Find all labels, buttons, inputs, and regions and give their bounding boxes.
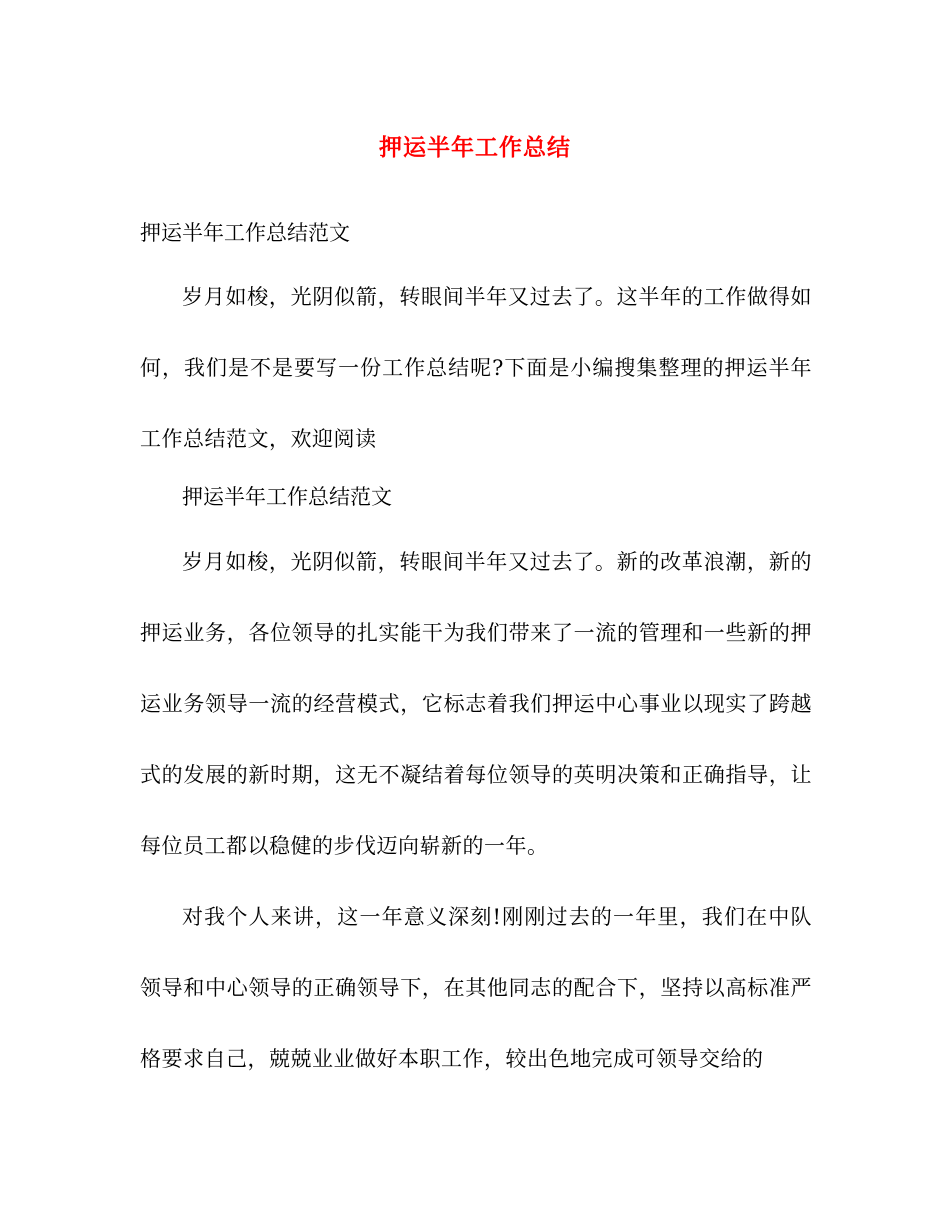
document-subtitle: 押运半年工作总结范文 <box>140 221 350 245</box>
document-title: 押运半年工作总结 <box>379 135 571 161</box>
body-paragraph-1: 岁月如梭，光阴似箭，转眼间半年又过去了。新的改革浪潮，新的押运业务，各位领导的扎实能干为我们带来了一流的管理和一些新的押运业务领导一流的经营模式，它标志着我们押运中心事业以现实了跨越式的发展的新时期，这无不凝结着每位领导的英明决策和正确指导，让每位员工都以稳健的步伐迈向崭新的一年。 <box>140 550 812 858</box>
intro-paragraph: 岁月如梭，光阴似箭，转眼间半年又过去了。这半年的工作做得如何，我们是不是要写一份工作总结呢?下面是小编搜集整理的押运半年工作总结范文，欢迎阅读 <box>140 285 812 451</box>
section-heading: 押运半年工作总结范文 <box>182 485 392 509</box>
body-paragraph-2: 对我个人来讲，这一年意义深刻!刚刚过去的一年里，我们在中队领导和中心领导的正确领导下，在其他同志的配合下，坚持以高标准严格要求自己，兢兢业业做好本职工作，较出色地完成可领导交给的 <box>140 905 812 1071</box>
